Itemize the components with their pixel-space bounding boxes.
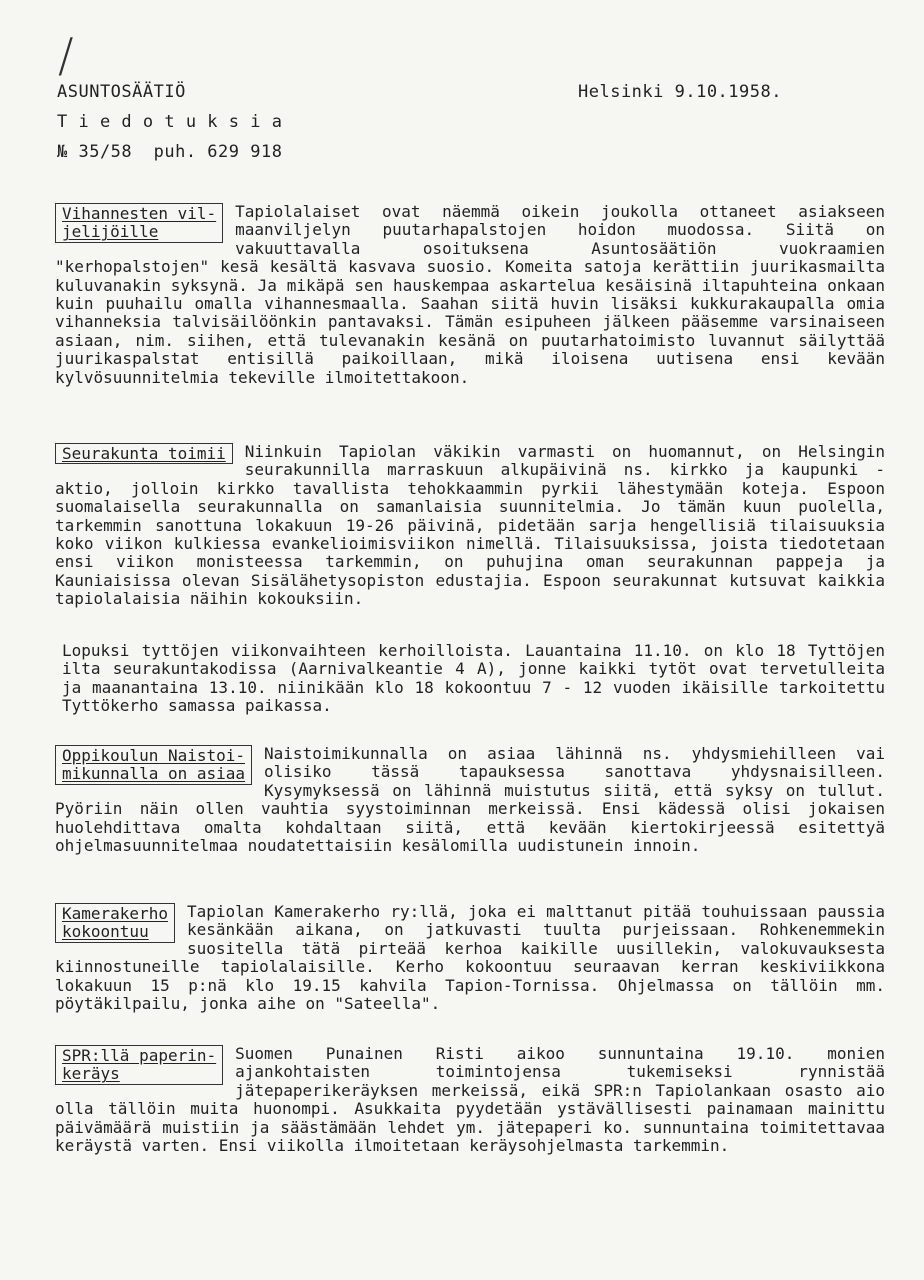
section-label: Seurakunta toimii [55, 443, 233, 464]
section-camera-club [55, 903, 885, 1013]
organization-name: ASUNTOSÄÄTIÖ [57, 82, 186, 102]
section-vegetable-growers [55, 203, 885, 387]
section-parish [55, 443, 885, 609]
section-text: Niinkuin Tapiolan väkikin varmasti on huomannut, on Helsingin seurakunnilla marraskuun alkupäivinä ns. kirkko ja kaupunki - aktio, jolloin kirkko tavallista tehokkaammin pyrkii lähestymään koteja. Espoon suomalaisella seurakunnalla on samanlaisia suunnitelmia. Jo tämän kuun puolella, tarkemmin sanottuna lokakuun 19-26 päivinä, pidetään sarja hengellisiä tilaisuuksia koko viikon kulkiessa evankelioimisviikon nimellä. Tilaisuuksissa, joista tiedotetaan ensi viikon monisteessa tarkemmin, on puhujina oman seurakunnan pappeja ja Kauniaisissa olevan Sisälähetysopiston edustajia. Espoon seurakunnat kutsuvat kaikkia tapiolalaisia näihin kokouksiin. [55, 442, 885, 609]
place-date: Helsinki 9.10.1958. [578, 82, 782, 102]
section-text: Tapiolan Kamerakerho ry:llä, joka ei malttanut pitää touhuissaan paussia kesänkään aikana, on jatkuvasti tuulta purjeissaan. Rohkenemmekin suositella tätä pirteää kerhoa kaikille uusillekin, valokuvauksesta kiinnostuneille tapiolalaisille. Kerho kokoontuu seuraavan kerran keskiviikkona lokakuun 15 p:nä klo 19.15 kahvila Tapion-Tornissa. Ohjelmassa on tällöin mm. pöytäkilpailu, jonka aihe on "Sateella". [55, 902, 885, 1014]
slash-mark: / [58, 28, 74, 82]
girls-club-paragraph: Lopuksi tyttöjen viikonvaihteen kerhoilloista. Lauantaina 11.10. on klo 18 Tyttöjen ilta seurakuntakodissa (Aarnivalkeantie 4 A), jonne kaikki tytöt ovat tervetulleita ja maanantaina 13.10. niinikään klo 18 kokoontuu 7 - 12 vuoden ikäisille tarkoitettu Tyttökerho samassa paikassa. [62, 641, 885, 716]
section-label: Vihannesten vil- jelijöille [55, 203, 223, 243]
section-text: Suomen Punainen Risti aikoo sunnuntaina 19.10. monien ajankohtaisten toimintojensa tukemiseksi rynnistää jätepaperikeräyksen merkeissä, eikä SPR:n Tapiolankaan osasto aio olla tällöin muita huonompi. Asukkaita pyydetään ystävällisesti painamaan mainittu päivämäärä muistiin ja säästämään lehdet ym. jätepaperi ko. sunnuntaina toimitettavaa keräystä varten. Ensi viikolla ilmoitetaan keräysohjelmasta tarkemmin. [55, 1044, 885, 1156]
reference-number: № 35/58 puh. 629 918 [57, 142, 283, 162]
section-text: Tapiolalaiset ovat näemmä oikein joukolla ottaneet asiakseen maanviljelyn puutarhapalstojen hoidon muodossa. Siitä on vakuuttavalla osoituksena Asuntosäätiön vuokraamien "kerhopalstojen" kesä kesältä kasvava suosio. Komeita satoja kerättiin juurikasmailta kuluvanakin syksynä. Ja mikäpä sen hauskempaa askartelua kesäisinä iltapuhteina onkaan kuin puuhailu omalla vihannesmaalla. Saahan siitä huvin lisäksi kukkurakaupalla omia vihanneksia talvisäilöönkin pantavaksi. Tämän esipuheen jälkeen pääsemme varsinaiseen asiaan, nim. siihen, että tulevanakin kesänä on puutarhatoimisto luvannut säilyttää juurikaspalstat entisillä paikoillaan, mikä iloisena uutisena ensi kevään kylvösuunnitelmia tekeville ilmoitettakoon. [55, 202, 885, 387]
document-title: T i e d o t u k s i a [57, 112, 283, 132]
section-school-committee [55, 745, 885, 855]
section-red-cross [55, 1045, 885, 1155]
section-label: Kamerakerho kokoontuu [55, 903, 175, 943]
section-label: Oppikoulun Naistoi- mikunnalla on asiaa [55, 745, 252, 785]
section-label: SPR:llä paperin- keräys [55, 1045, 223, 1085]
section-text: Naistoimikunnalla on asiaa lähinnä ns. yhdysmiehilleen vai olisiko tässä tapauksessa sanottava yhdysnaisilleen. Kysymyksessä on lähinnä muistutus siitä, että syksy on tullut. Pyöriin näin ollen vauhtia syystoiminnan merkeissä. Ensi kädessä olisi jokaisen huolehdittava omalta kohdaltaan siitä, että kevään kiertokirjeessä esitettyä ohjelmasuunnitelmaa noudatettaisiin kesälomilla uudistunein innoin. [55, 744, 885, 856]
